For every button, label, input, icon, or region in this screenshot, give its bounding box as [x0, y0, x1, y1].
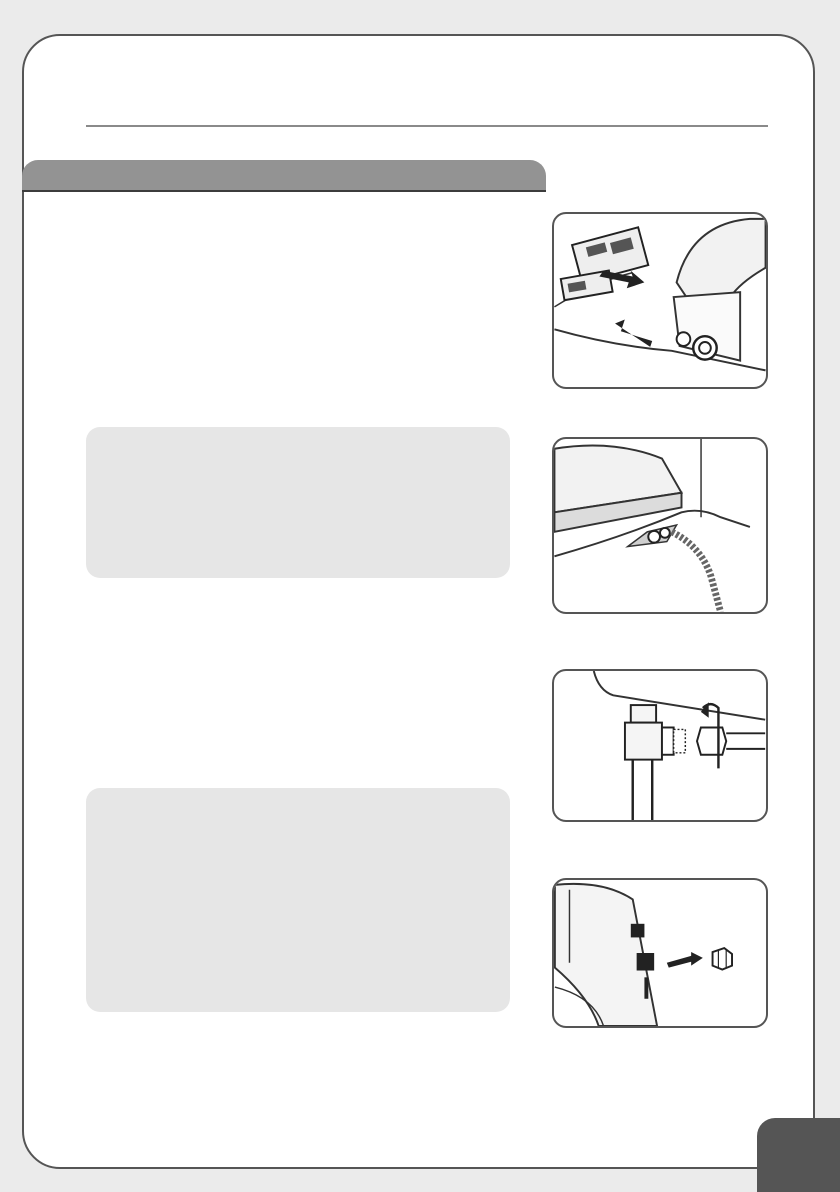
note-box-1 [86, 427, 510, 578]
valve-fitting-rotate-icon [554, 671, 766, 820]
cap-insert-arrow-icon [554, 880, 766, 1026]
page-corner-tab [757, 1118, 840, 1192]
illustration-hose-connection [552, 437, 768, 614]
header-divider [86, 125, 768, 127]
note-box-2 [86, 788, 510, 1012]
illustration-cap-insert [552, 878, 768, 1028]
illustration-filter-cover [552, 212, 768, 389]
filter-cover-slide-icon [554, 214, 766, 387]
hose-connector-icon [554, 439, 766, 612]
illustration-valve-fitting [552, 669, 768, 822]
section-heading-bar [22, 160, 546, 192]
